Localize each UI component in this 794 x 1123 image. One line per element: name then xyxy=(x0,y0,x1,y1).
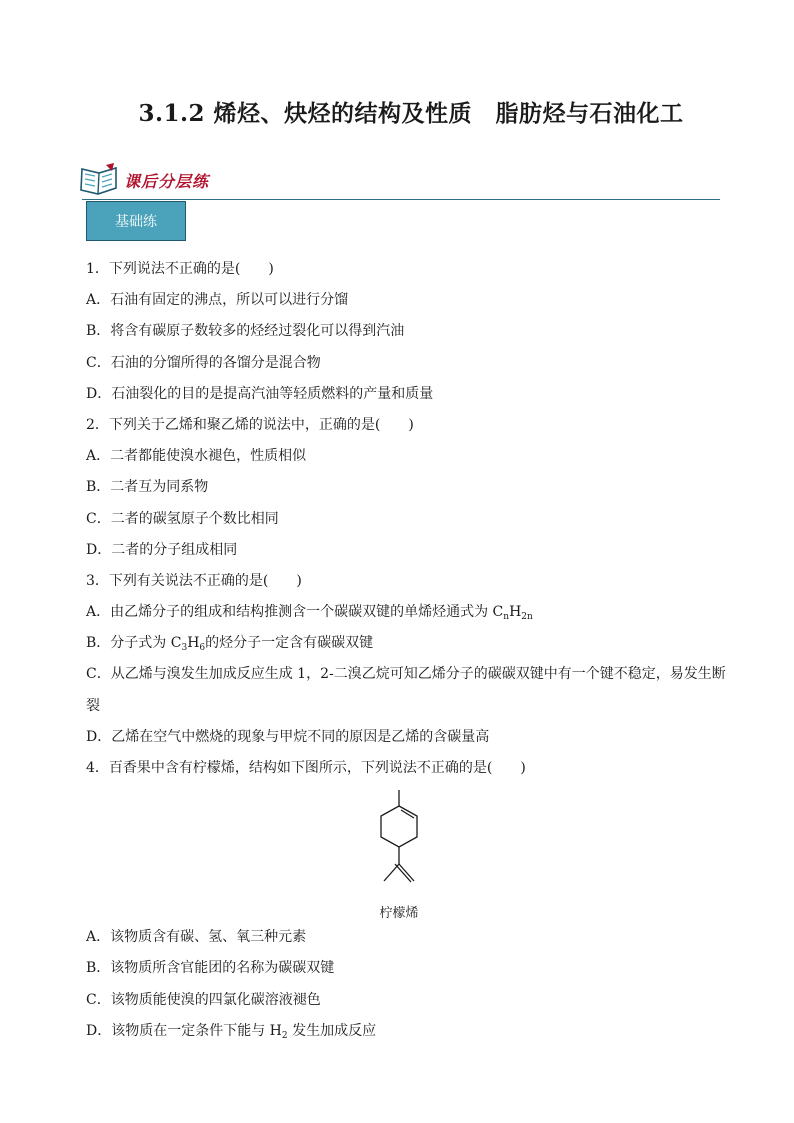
question-list xyxy=(86,254,726,1047)
limonene-structure xyxy=(362,784,442,922)
question-3-option-c: C．从乙烯与溴发生加成反应生成 1，2-二溴乙烷可知乙烯分子的碳碳双键中有一个键不稳定，易发生断裂 xyxy=(86,666,726,714)
header-divider xyxy=(82,199,720,200)
question-2-option-c: C．二者的碳氢原子个数比相同 xyxy=(86,510,279,527)
question-4-option-a: A．该物质含有碳、氢、氧三种元素 xyxy=(86,929,307,946)
question-1-option-a: A．石油有固定的沸点，所以可以进行分馏 xyxy=(86,292,349,309)
limonene-figure xyxy=(86,784,726,922)
question-2-stem: 2．下列关于乙烯和聚乙烯的说法中，正确的是( ) xyxy=(86,416,414,433)
question-4-stem: 4．百香果中含有柠檬烯，结构如下图所示，下列说法不正确的是( ) xyxy=(86,760,526,777)
question-4-option-d: D．该物质在一定条件下能与 $H_2$ 发生加成反应 xyxy=(86,1022,377,1041)
section-header xyxy=(78,162,720,200)
figure-caption: 柠檬烯 xyxy=(379,906,419,922)
question-4-option-c: C．该物质能使溴的四氯化碳溶液褪色 xyxy=(86,991,321,1008)
question-1-option-c: C．石油的分馏所得的各馏分是混合物 xyxy=(86,354,321,371)
question-3-option-b: B．分子式为 $C_3H_6$的烃分子一定含有碳碳双键 xyxy=(86,635,374,654)
question-3-option-a: A．由乙烯分子的组成和结构推测含一个碳碳双键的单烯烃通式为 $C_nH_{2n}$ xyxy=(86,604,533,623)
question-1-option-b: B．将含有碳原子数较多的烃经过裂化可以得到汽油 xyxy=(86,323,405,340)
section-label: 课后分层练 xyxy=(124,172,210,191)
question-1-option-d: D．石油裂化的目的是提高汽油等轻质燃料的产量和质量 xyxy=(86,385,434,402)
question-2-option-d: D．二者的分子组成相同 xyxy=(86,541,238,558)
question-2-option-a: A．二者都能使溴水褪色，性质相似 xyxy=(86,448,307,465)
book-icon xyxy=(78,162,120,198)
tab-basic-practice: 基础练 xyxy=(86,201,186,241)
question-1-stem: 1．下列说法不正确的是( ) xyxy=(86,261,274,277)
question-3-option-d: D．乙烯在空气中燃烧的现象与甲烷不同的原因是乙烯的含碳量高 xyxy=(86,728,490,745)
question-4-option-b: B．该物质所含官能团的名称为碳碳双键 xyxy=(86,960,335,977)
page-title: 3.1.2 烯烃、炔烃的结构及性质 脂肪烃与石油化工 xyxy=(138,100,684,127)
question-2-option-b: B．二者互为同系物 xyxy=(86,479,209,496)
question-3-stem: 3．下列有关说法不正确的是( ) xyxy=(86,572,302,589)
